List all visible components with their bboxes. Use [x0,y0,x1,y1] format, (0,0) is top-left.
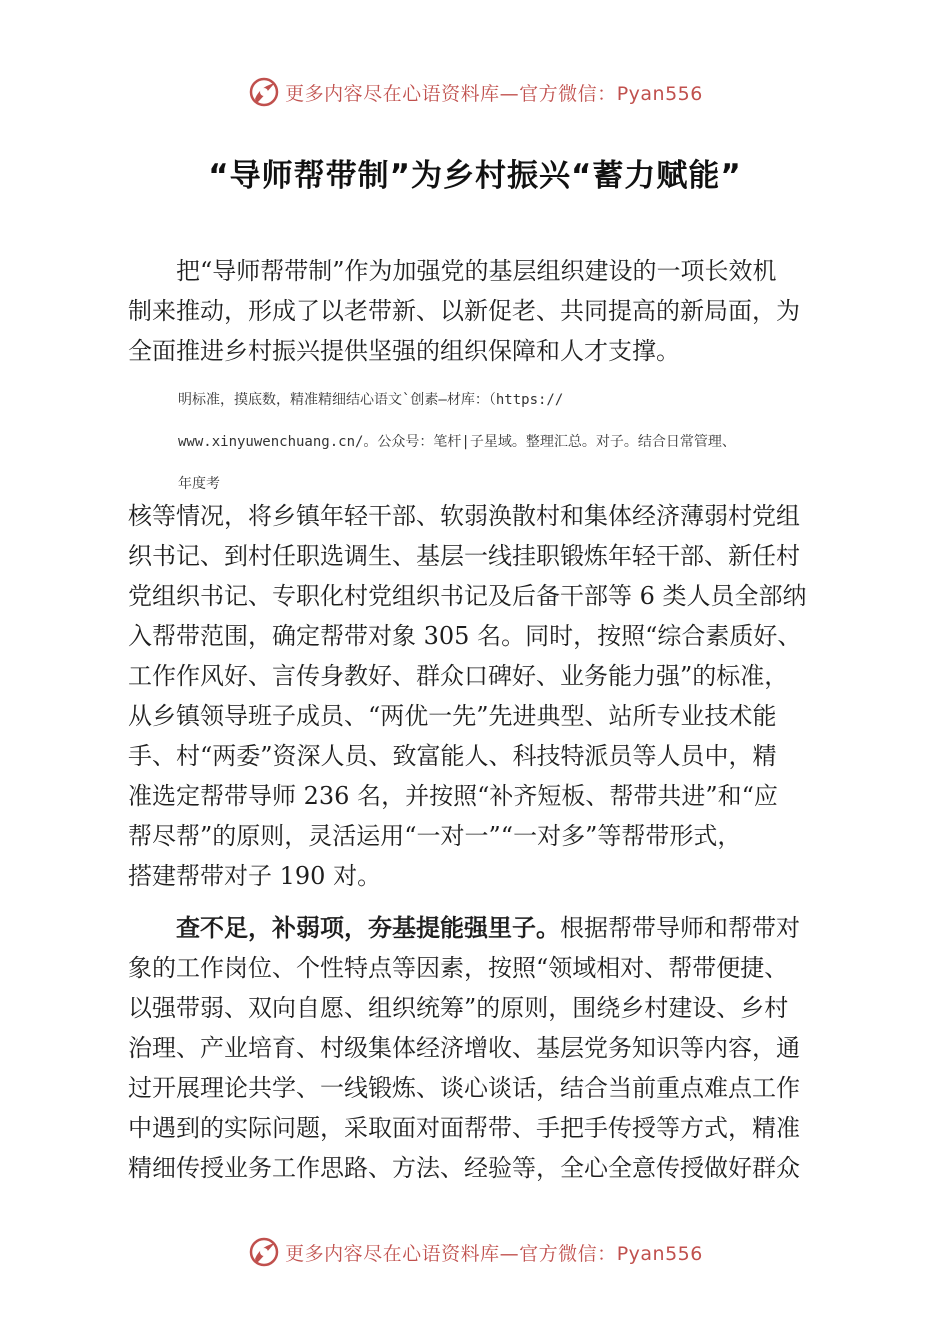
para2-line: 入帮带范围，确定帮带对象 305 名。同时，按照“综合素质好、 [128,622,802,650]
para3-first-line [176,912,800,944]
para1-line: 制来推动，形成了以老带新、以新促老、共同提高的新局面，为 [128,297,800,325]
banner-text-wechat: 官方微信： [519,1242,617,1265]
para3-line: 治理、产业培育、村级集体经济增收、基层党务知识等内容，通 [128,1034,800,1062]
banner-text-id: Pyan556 [616,1242,703,1265]
para2-line: 工作作风好、言传身教好、群众口碑好、业务能力强”的标准， [128,662,789,690]
header-banner [0,72,950,112]
para2-line: 准选定帮带导师 236 名，并按照“补齐短板、帮带共进”和“应 [128,782,778,810]
para3-line: 中遇到的实际问题，采取面对面帮带、手把手传授等方式，精准 [128,1114,800,1142]
para2-line: 织书记、到村任职选调生、基层一线挂职锻炼年轻干部、新任村 [128,542,800,570]
banner-text-sep: — [499,1242,520,1265]
para1-line: 全面推进乡村振兴提供坚强的组织保障和人才支撑。 [128,337,680,365]
banner-text [285,79,703,106]
note-line: 明标准，摸底数，精准精细结心语文`创素—材库：（https:// [178,392,564,408]
para2-line: 从乡镇领导班子成员、“两优一先”先进典型、站所专业技术能 [128,702,777,730]
footer-banner [0,1232,950,1272]
para2-line: 搭建帮带对子 190 对。 [128,862,382,890]
brand-logo-icon [247,1235,281,1269]
note-line: www.xinyuwenchuang.cn/。公众号：笔杆|子星域。整理汇总。对子。结合日常管理、 [178,434,736,450]
para1-line: 把“导师帮带制”作为加强党的基层组织建设的一项长效机 [176,257,777,285]
para2-line: 党组织书记、专职化村党组织书记及后备干部等 6 类人员全部纳 [128,582,807,610]
document-title: “导师帮带制”为乡村振兴“蓄力赋能” [208,158,742,194]
para2-line: 手、村“两委”资深人员、致富能人、科技特派员等人员中，精 [128,742,777,770]
para3-line: 精细传授业务工作思路、方法、经验等，全心全意传授做好群众 [128,1154,800,1182]
para3-first-rest: 根据帮带导师和帮带对 [560,914,800,942]
banner-text-sep: — [499,82,520,105]
banner-text-wechat: 官方微信： [519,82,617,105]
banner-text-id: Pyan556 [616,82,703,105]
para3-line: 过开展理论共学、一线锻炼、谈心谈话，结合当前重点难点工作 [128,1074,800,1102]
banner-text [285,1239,703,1266]
para2-line: 帮尽帮”的原则，灵活运用“一对一”“一对多”等帮带形式， [128,822,742,850]
brand-logo-icon [247,75,281,109]
para3-heading: 查不足，补弱项，夯基提能强里子。 [176,914,560,942]
para3-line: 以强带弱、双向自愿、组织统筹”的原则，围绕乡村建设、乡村 [128,994,789,1022]
note-line: 年度考 [178,476,220,492]
para2-line: 核等情况，将乡镇年轻干部、软弱涣散村和集体经济薄弱村党组 [128,502,800,530]
para3-line: 象的工作岗位、个性特点等因素，按照“领域相对、帮带便捷、 [128,954,789,982]
banner-text-main: 更多内容尽在心语资料库 [285,1242,500,1265]
banner-text-main: 更多内容尽在心语资料库 [285,82,500,105]
